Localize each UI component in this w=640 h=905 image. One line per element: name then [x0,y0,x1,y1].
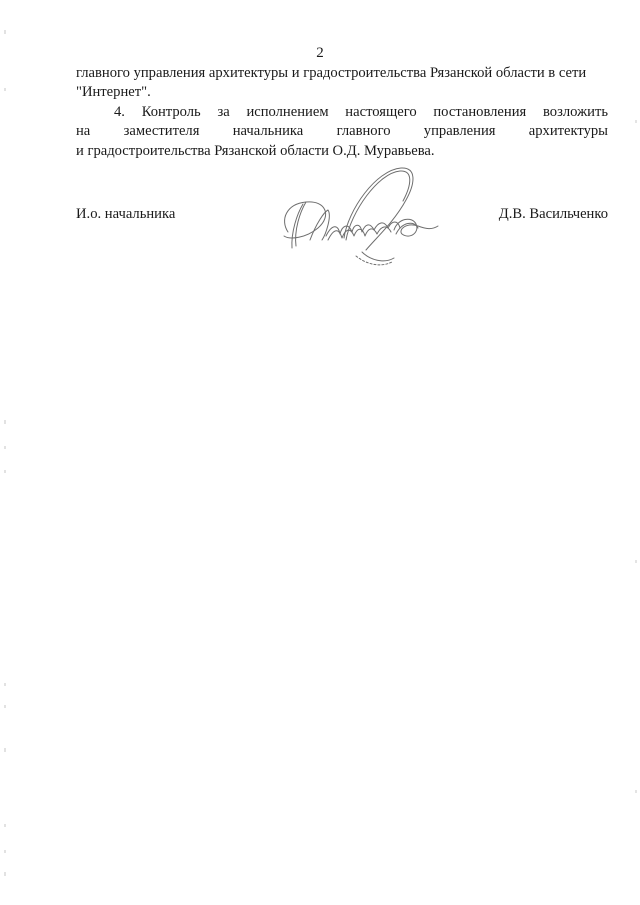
paragraph-3-continuation [76,64,608,103]
paragraph-3-line-1: главного управления архитектуры и градостроительства Рязанской области в сети [76,65,587,81]
paragraph-4-line-2: на заместителя начальника главного управления архитектуры [76,123,608,140]
paragraph-4 [76,103,608,161]
signature-block [76,205,608,265]
scan-margin-marks-left [4,0,8,905]
signer-name: Д.В. Васильченко [498,206,608,222]
signer-title: И.о. начальника [76,206,176,222]
paragraph-3-line-2: "Интернет". [76,84,151,101]
paragraph-4-line-1: 4. Контроль за исполнением настоящего постановления возложить [114,104,608,120]
page-number: 2 [316,45,324,61]
scan-margin-marks-right [634,0,638,905]
handwritten-signature [266,160,441,270]
paragraph-4-line-3: и градостроительства Рязанской области О.Д. Муравьева. [76,142,435,159]
